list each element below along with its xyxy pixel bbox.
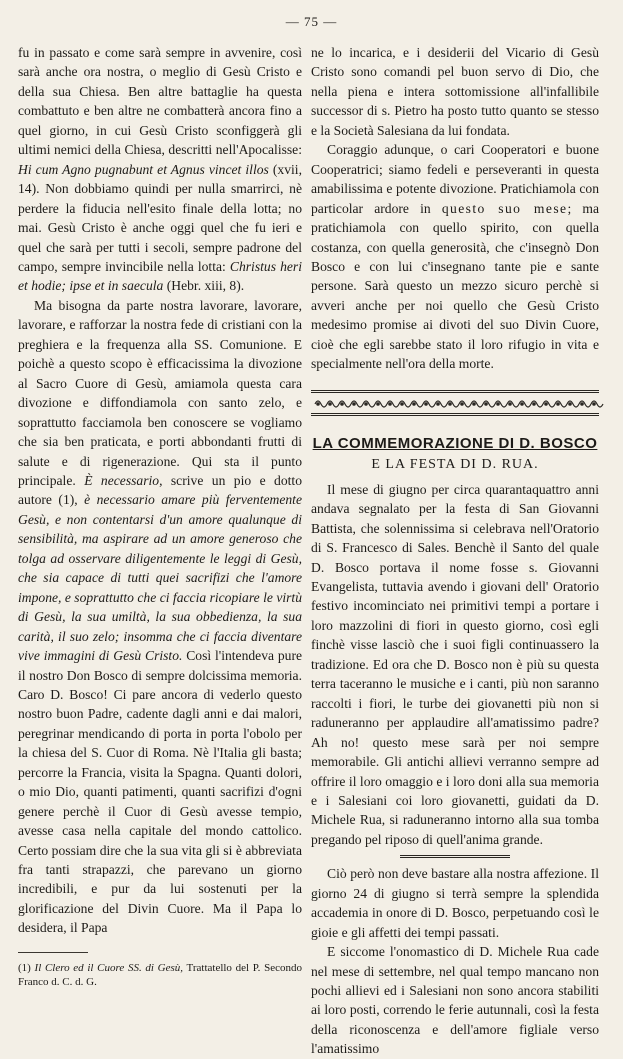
left-paragraph-2 bbox=[18, 296, 302, 938]
text-run: Ma bisogna da parte nostra lavorare, lavorare, lavorare, e rafforzar la nostra fede di cristiani con la preghiera e la frequenza alla SS. Comunione. E poichè a questo scopo è efficacissima la divozione al Sacro Cuore di Gesù, amiamola questa cara divozione e diffondiamola con santo zelo, e soprattutto facciamola ben conoscere se vogliamo che sia ben praticata, e porti abbondanti frutti di salute e di rigenerazione. Qui sta il punto principale. bbox=[18, 297, 302, 488]
section-title: LA COMMEMORAZIONE DI D. BOSCO bbox=[312, 434, 598, 452]
left-column bbox=[18, 43, 302, 989]
text-run: , scrive un pio e dotto autore (1), bbox=[18, 472, 302, 508]
italic-text: Hi cum Agno pugnabunt et Agnus vincet illos bbox=[18, 161, 269, 177]
paragraph-2-end: ; ma pratichiamola con quello spirito, con quella costanza, con quella generosità, che c'insegnò Don Bosco e con lui c'insegnano tante pie e sante persone. Sarà questo un mezzo sicuro perchè si avveri anche per noi quello che Gesù Cristo medesimo promise ai divoti del suo Divin Cuore, cioè che egli sarebbe stato il loro rifugio in vita e specialmente nell'ora della morte. bbox=[311, 200, 599, 372]
left-paragraph-1 bbox=[18, 43, 302, 296]
text-run: Così l'intendeva pure il nostro Don Bosco di sempre dolcissima memoria. Caro D. Bosco! Ci pare ancora di vederlo questo nostro buon Padre, cadente dagli anni e dai malori, peregrinar mendicando di porta in porta l'obolo per la chiesa del S. Cuor di Roma. Nè l'Italia gli basta; percorre la Francia, visita la Spagna. Quanti dolori, o mio Dio, quanti patimenti, quanti sacrifizi d'ogni genere perchè il Cuor di Gesù avesse tempio, avesse casa nella capitale del mondo cattolico. Certo possiam dire che la sua vita gli si è abbreviata fra tanti strapazzi, che parevano un giorno incredibili, e pur da lui sostenuti per la glorificazione del Divin Cuore. Ma il Papa lo desidera, il Papa bbox=[18, 648, 302, 936]
right-paragraph-1: ne lo incarica, e i desiderii del Vicario di Gesù Cristo sono comandi pel buon servo di Dio, che nella piena e intera sottomissione all'infallibile successor di s. Pietro ha posto tutto quanto se stesso e la Società Salesiana da lui fondata. bbox=[311, 45, 599, 138]
paragraph-2-start: Coraggio adunque, o cari Cooperatori e buone Cooperatrici; siamo fedeli e perseveranti in questa amabilissima e potente divozione. Pratichiamola con particolar ardore in bbox=[311, 142, 599, 216]
right-paragraph-5: E siccome l'onomastico di D. Michele Rua cade nel mese di settembre, nel qual tempo mancano non pochi allievi ed i Salesiani non sono ancora stabiliti ai loro posti, correndo le ferie autunnali, così la festa della riconoscenza e dell'amore figliale verso l'amatissimo bbox=[311, 944, 599, 1057]
ornamental-divider bbox=[311, 390, 599, 416]
ornament-pattern bbox=[311, 395, 599, 413]
text-run: (xvii, 14). Non dobbiamo quindi per nulla smarrirci, nè perdere la fiducia nell'esito finale della lotta; no mai. Gesù Cristo è anche oggi quel che fu ieri e quel che sarà per tutti i secoli, sempre padrone del campo, sempre invincibile nella lotta: bbox=[18, 161, 302, 274]
section-separator bbox=[400, 855, 510, 858]
italic-text: Christus heri et hodie; ipse et in saecula bbox=[18, 258, 302, 294]
text-run: Trattatello del P. Secondo Franco d. C. d. G. bbox=[18, 961, 302, 988]
text-run: (1) bbox=[18, 961, 35, 974]
right-column bbox=[311, 43, 599, 1059]
spaced-emphasis: questo suo mese bbox=[441, 200, 568, 216]
right-paragraph-3: Il mese di giugno per circa quarantaquattro anni andava segnalato per la festa di San Giovanni Battista, che solennissima si celebrava nell'Oratorio di S. Francesco di Sales. Benchè il Santo del quale D. Bosco portava il nome fosse s. Giovanni Evangelista, tuttavia avendo i giovani dell' Oratorio festivo incominciato nei primitivi tempi a portare i loro mazzolini di fiori in questo giorno, così egli finchè visse lasciò che i suoi figli continuassero la tradizione. Ed ora che D. Bosco non è più su questa terra taceranno le musiche e i canti, più non saranno raccolti i fiori, le turbe dei giovanetti più non si raduneranno per applaudire all'amatissimo padre? Ah no! questo mese sarà per noi sempre memorabile. Gli antichi allievi verranno sempre ad offrire il loro omaggio e i loro doni alla sua memoria e i Salesiani coi loro giovanetti, guidati da D. Michele Rua, si raduneranno intorno alla sua tomba pregando pel riposo di quell'anima grande. bbox=[311, 481, 599, 847]
italic-text: È necessario bbox=[84, 472, 160, 488]
section-subtitle: E LA FESTA DI D. RUA. bbox=[371, 456, 539, 472]
footnote-divider bbox=[18, 952, 88, 953]
right-paragraph-2 bbox=[311, 140, 599, 373]
footnote bbox=[18, 961, 302, 989]
italic-text: è necessario amare più ferventemente Gesù, e non contentarsi d'un amore qualunque di sensibilità, ma aspirare ad un amore generoso che tolga ad osservare diligentemente le leggi di Gesù, che sia capace di tutti quei sacrifizi che l'amore impone, e soprattutto che ci faccia ricopiare le virtù di Gesù, la sua umiltà, la sua obbedienza, la sua carità, il suo zelo; insomma che ci faccia diventare vive immagini di Gesù Cristo. bbox=[18, 492, 302, 664]
right-paragraph-4: Ciò però non deve bastare alla nostra affezione. Il giorno 24 di giugno si terrà sempre la splendida accademia in onore di D. Bosco, perpetuando così le gioie e gli affetti dei tempi passati. bbox=[311, 866, 599, 940]
italic-text: Il Clero ed il Cuore SS. di Gesù, bbox=[34, 961, 184, 974]
text-run: fu in passato e come sarà sempre in avvenire, così sarà anche ora nostra, o meglio di Gesù Cristo e della sua Chiesa. Ben altre battaglie ha questa combattuto e ben altre ne combatterà ancora fino a quel giorno, in cui Gesù Cristo sconfiggerà gli ultimi nemici della Chiesa, descritti nell'Apocalisse: bbox=[18, 45, 302, 158]
text-run: (Hebr. xiii, 8). bbox=[163, 278, 245, 294]
page-number: — 75 — bbox=[285, 14, 338, 29]
